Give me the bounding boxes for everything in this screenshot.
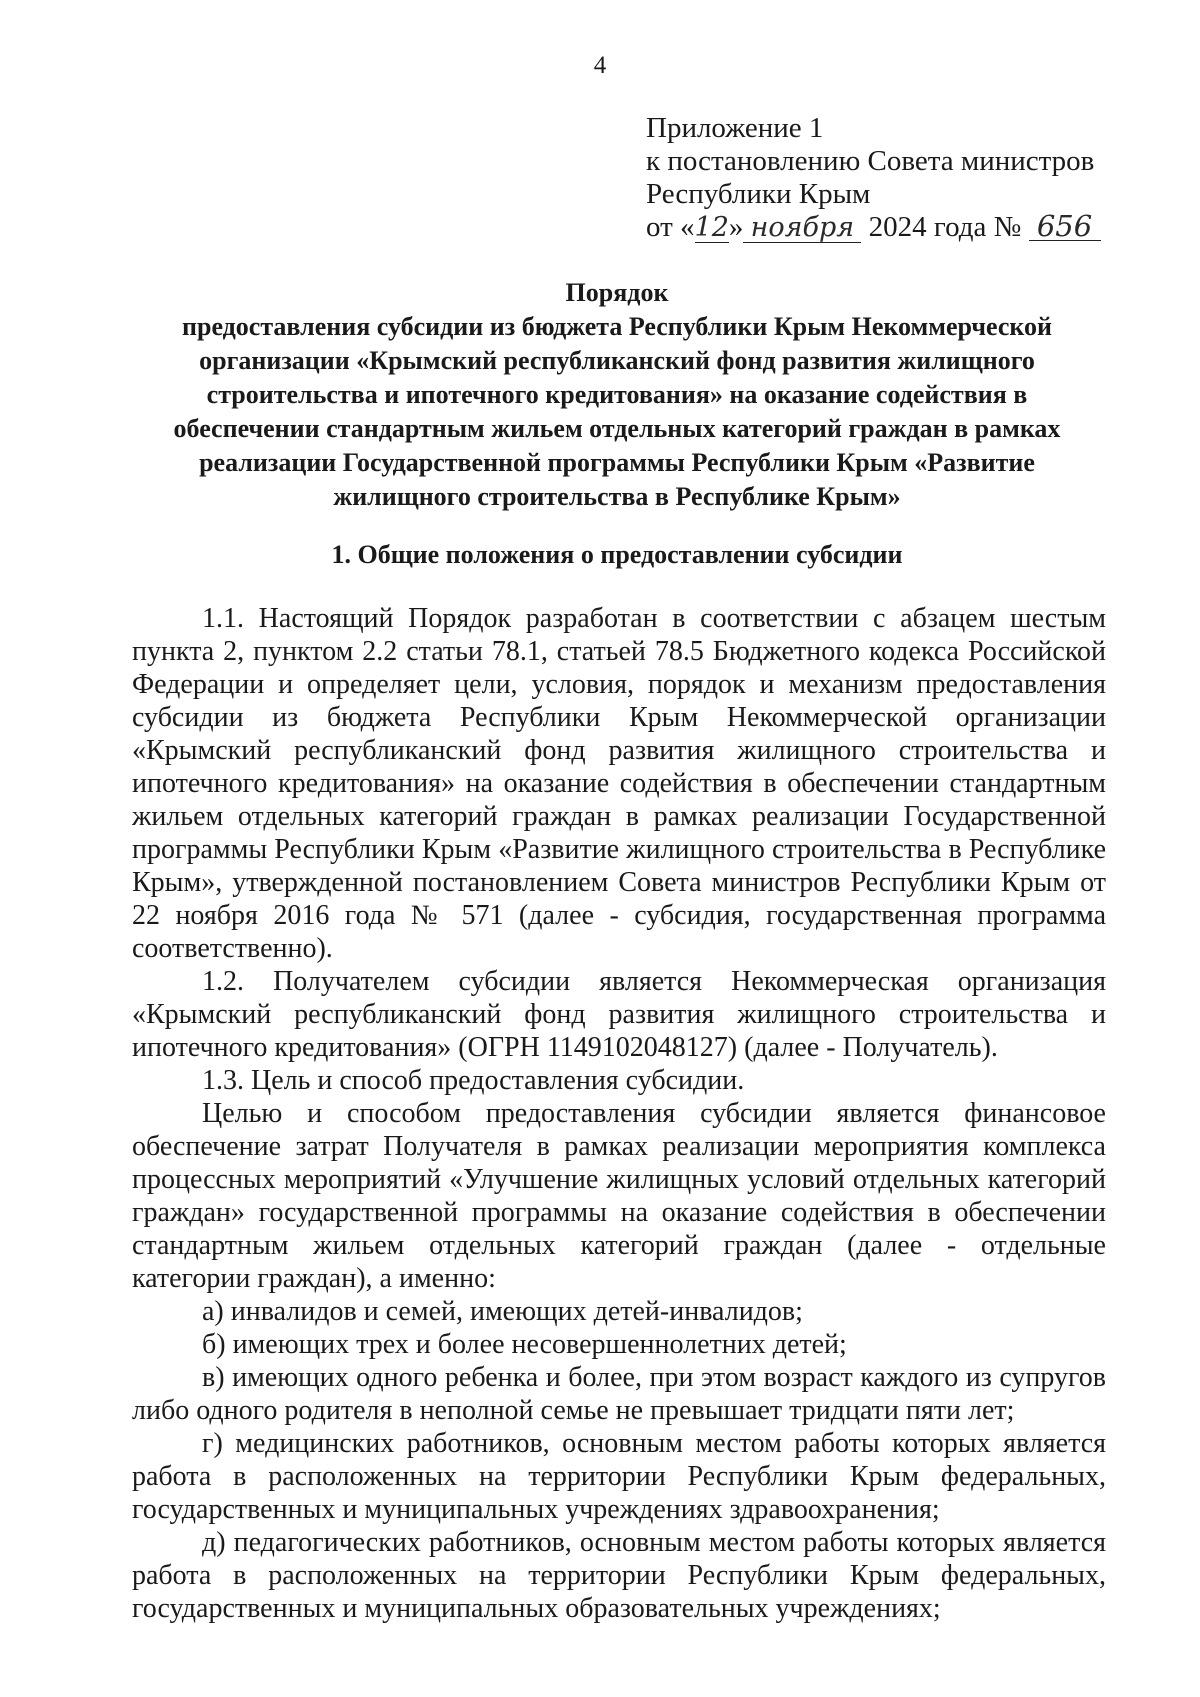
title-text: предоставления субсидии из бюджета Республики Крым Некоммерческой организации «Крымский республиканский фонд развития жилищного строительства и ипотечного кредитования» на оказание содействия в обеспечении стандартным жильем отдельных категорий граждан в рамках реализации Государственной программы Республики Крым «Развитие жилищного строительства в Республике Крым» (173, 312, 1061, 511)
paragraph-1-3: 1.3. Цель и способ предоставления субсидии. (202, 1065, 745, 1096)
handwritten-day: 12 (694, 212, 729, 243)
list-item-a: а) инвалидов и семей, имеющих детей-инвалидов; (202, 1296, 803, 1327)
list-item-d: д) педагогических работников, основным местом работы которых является работа в расположенных на территории Республики Крым федеральных, государственных и муниципальных образовательных учреждениях; (132, 1527, 1106, 1624)
handwritten-document-number: 656 (1029, 212, 1101, 241)
document-body (132, 602, 1106, 1625)
appendix-line-3: Республики Крым (646, 178, 871, 210)
page-number: 4 (593, 52, 607, 79)
appendix-line-2: к постановлению Совета министров (646, 145, 1095, 177)
section-heading: 1. Общие положения о предоставлении субсидии (331, 540, 903, 569)
list-item-g: г) медицинских работников, основным местом работы которых является работа в расположенных на территории Республики Крым федеральных, государственных и муниципальных учреждениях здравоохранения; (132, 1428, 1106, 1525)
list-item-v: в) имеющих одного ребенка и более, при этом возраст каждого из супругов либо одного родителя в неполной семье не превышает тридцати пяти лет; (132, 1362, 1106, 1426)
appendix-line-1: Приложение 1 (646, 112, 824, 144)
handwritten-month: ноября (743, 214, 861, 243)
paragraph-1-2: 1.2. Получателем субсидии является Некоммерческая организация «Крымский республиканский фонд развития жилищного строительства и ипотечного кредитования» (ОГРН 1149102048127) (далее - Получатель). (132, 966, 1106, 1063)
paragraph-1-1: 1.1. Настоящий Порядок разработан в соответствии с абзацем шестым пункта 2, пунктом 2.2 статьи 78.1, статьей 78.5 Бюджетного кодекса Российской Федерации и определяет цели, условия, порядок и механизм предоставления субсидии из бюджета Республики Крым Некоммерческой организации «Крымский республиканский фонд развития жилищного строительства и ипотечного кредитования» на оказание содействия в обеспечении стандартным жильем отдельных категорий граждан в рамках реализации Государственной программы Республики Крым «Развитие жилищного строительства в Республике Крым», утвержденной постановлением Совета министров Республики Крым от 22 ноября 2016 года № 571 (далее - субсидия, государственная программа соответственно). (132, 603, 1106, 964)
list-item-b: б) имеющих трех и более несовершеннолетних детей; (202, 1329, 847, 1360)
title-heading: Порядок (565, 278, 669, 307)
date-year: 2024 года № (861, 211, 1029, 243)
date-prefix: от « (646, 211, 695, 243)
date-mid: » (728, 211, 744, 243)
appendix-date-line (646, 211, 1166, 244)
document-title (132, 276, 1102, 514)
paragraph-purpose: Целью и способом предоставления субсидии является финансовое обеспечение затрат Получателя в рамках реализации мероприятия комплекса процессных мероприятий «Улучшение жилищных условий отдельных категорий граждан» государственной программы на оказание содействия в обеспечении стандартным жильем отдельных категорий граждан (далее - отдельные категории граждан), а именно: (132, 1098, 1106, 1294)
appendix-stamp (646, 112, 1166, 244)
